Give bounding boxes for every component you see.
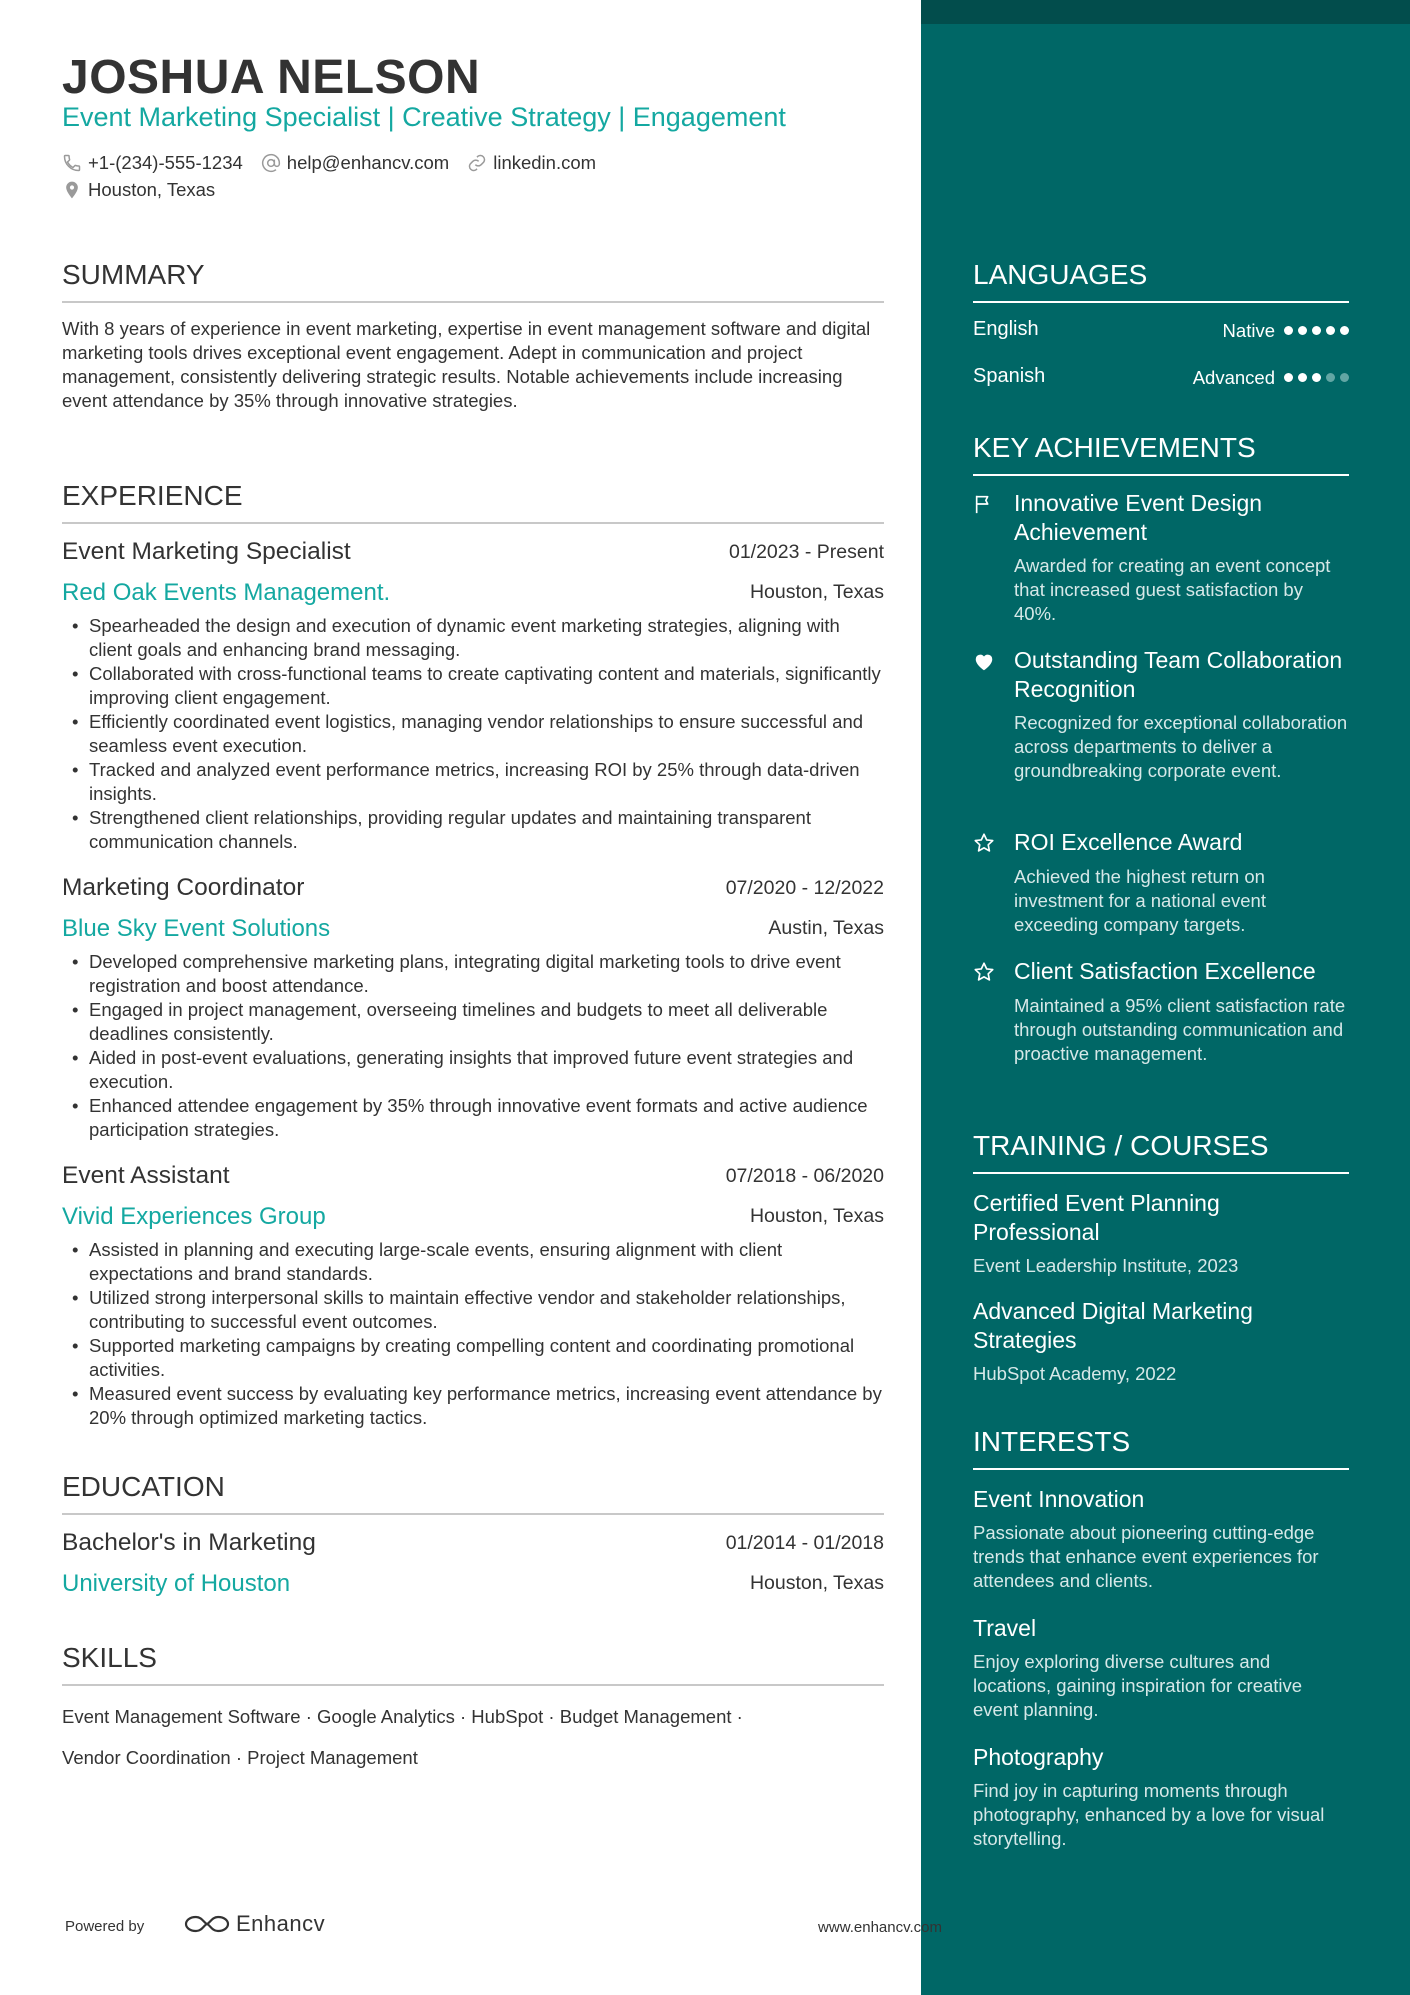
skill-item: Project Management <box>247 1747 418 1768</box>
bullet-item: • Supported marketing campaigns by creating compelling content and coordinating promotional activities. <box>62 1334 884 1382</box>
summary-section-title: SUMMARY <box>62 259 884 303</box>
course-provider: HubSpot Academy, 2022 <box>973 1363 1177 1384</box>
rating-dot <box>1340 326 1349 335</box>
interest-description: Enjoy exploring diverse cultures and locations, gaining inspiration for creative event planning. <box>973 1651 1303 1720</box>
job-dates: 07/2020 - 12/2022 <box>725 877 884 899</box>
contact-location <box>62 179 215 201</box>
interest-name: Photography <box>973 1744 1104 1770</box>
course-name: Certified Event Planning Professional <box>973 1190 1220 1245</box>
rating-dot <box>1326 373 1335 382</box>
bullet-item: • Efficiently coordinated event logistics, managing vendor relationships to ensure successful and seamless event execution. <box>62 710 884 758</box>
skills-section-title: SKILLS <box>62 1642 884 1686</box>
bullet-item: • Spearheaded the design and execution of dynamic event marketing strategies, aligning with client goals and enhancing brand messaging. <box>62 614 884 662</box>
location-pin-icon <box>62 180 82 200</box>
education-location: Houston, Texas <box>749 1572 884 1594</box>
rating-dot <box>1298 373 1307 382</box>
job-location: Austin, Texas <box>768 917 884 939</box>
contact-link[interactable] <box>467 152 596 174</box>
achievement-description: Achieved the highest return on investment for a national event exceeding company targets. <box>1014 866 1266 935</box>
contact-phone[interactable] <box>62 152 243 174</box>
link-text: linkedin.com <box>493 152 597 173</box>
candidate-name: JOSHUA NELSON <box>62 51 481 104</box>
course-provider: Event Leadership Institute, 2023 <box>973 1255 1239 1276</box>
skills-list: Event Management Software · Google Analytics · HubSpot · Budget Management · Vendor Coordination · Project Management <box>62 1706 743 1768</box>
enhancv-logo-icon <box>184 1913 230 1935</box>
link-icon <box>467 153 487 173</box>
email-text: help@enhancv.com <box>286 152 450 173</box>
education-section-title: EDUCATION <box>62 1471 884 1515</box>
heart-icon <box>973 651 995 673</box>
interests-section-title: INTERESTS <box>973 1426 1349 1470</box>
rating-dot <box>1284 326 1293 335</box>
achievement-description: Maintained a 95% client satisfaction rate through outstanding communication and proactive management. <box>1014 995 1346 1064</box>
language-name: English <box>973 318 1039 340</box>
interest-description: Passionate about pioneering cutting-edge trends that enhance event experiences for attendees and clients. <box>973 1522 1319 1591</box>
job-bullets <box>62 1238 884 1430</box>
job-location: Houston, Texas <box>749 581 884 603</box>
phone-icon <box>62 153 82 173</box>
language-name: Spanish <box>973 365 1046 387</box>
training-section-title: TRAINING / COURSES <box>973 1130 1349 1174</box>
star-icon <box>973 961 995 983</box>
achievement-title: Outstanding Team Collaboration Recognition <box>1014 647 1343 702</box>
skill-item: Event Management Software <box>62 1706 301 1727</box>
phone-text: +1-(234)-555-1234 <box>88 152 243 173</box>
education-school[interactable]: University of Houston <box>62 1570 291 1597</box>
course-name: Advanced Digital Marketing Strategies <box>973 1298 1253 1353</box>
job-dates: 01/2023 - Present <box>728 541 884 563</box>
job-title: Event Assistant <box>62 1162 230 1189</box>
achievements-section-title: KEY ACHIEVEMENTS <box>973 432 1349 476</box>
job-title: Marketing Coordinator <box>62 874 305 901</box>
language-level: Native <box>1222 320 1275 341</box>
contact-row <box>62 152 614 174</box>
education-dates: 01/2014 - 01/2018 <box>725 1532 884 1554</box>
achievement-title: ROI Excellence Award <box>1014 829 1243 855</box>
contact-row-location <box>62 179 233 201</box>
achievement-description: Awarded for creating an event concept that increased guest satisfaction by 40%. <box>1014 555 1331 624</box>
enhancv-logo[interactable] <box>184 1911 325 1937</box>
bullet-item: • Aided in post-event evaluations, generating insights that improved future event strategies and execution. <box>62 1046 884 1094</box>
bullet-item: • Strengthened client relationships, providing regular updates and maintaining transparent communication channels. <box>62 806 884 854</box>
interest-name: Event Innovation <box>973 1486 1145 1512</box>
website-link[interactable]: www.enhancv.com <box>818 1919 942 1936</box>
achievement-title: Innovative Event Design Achievement <box>1014 490 1263 545</box>
experience-section-title: EXPERIENCE <box>62 480 884 524</box>
job-bullets <box>62 614 884 854</box>
contact-email[interactable] <box>261 152 449 174</box>
skill-item: Google Analytics <box>317 1706 455 1727</box>
bullet-item: • Developed comprehensive marketing plans, integrating digital marketing tools to drive event registration and boost attendance. <box>62 950 884 998</box>
achievement-description: Recognized for exceptional collaboration across departments to deliver a groundbreaking corporate event. <box>1014 712 1348 781</box>
job-company[interactable]: Vivid Experiences Group <box>62 1203 326 1230</box>
interest-description: Find joy in capturing moments through photography, enhanced by a love for visual storytelling. <box>973 1780 1325 1849</box>
rating-dot <box>1298 326 1307 335</box>
rating-dot <box>1284 373 1293 382</box>
bullet-item: • Tracked and analyzed event performance metrics, increasing ROI by 25% through data-driven insights. <box>62 758 884 806</box>
job-company[interactable]: Red Oak Events Management. <box>62 579 391 606</box>
job-company[interactable]: Blue Sky Event Solutions <box>62 915 331 942</box>
powered-by-label: Powered by <box>65 1918 145 1935</box>
job-title: Event Marketing Specialist <box>62 538 351 565</box>
enhancv-brand-text: Enhancv <box>236 1911 326 1936</box>
rating-dot <box>1326 326 1335 335</box>
rating-dot <box>1340 373 1349 382</box>
achievement-title: Client Satisfaction Excellence <box>1014 958 1316 984</box>
job-bullets <box>62 950 884 1142</box>
summary-text: With 8 years of experience in event marketing, expertise in event management software and digital marketing tools drives exceptional event engagement. Adept in communication and project management, consistently delivering strategic results. Notable achievements include increasing event attendance by 35% through innovative strategies. <box>62 318 871 411</box>
bullet-item: • Assisted in planning and executing large-scale events, ensuring alignment with client expectations and brand standards. <box>62 1238 884 1286</box>
languages-section-title: LANGUAGES <box>973 259 1349 303</box>
rating-dot <box>1312 373 1321 382</box>
rating-dot <box>1312 326 1321 335</box>
footer <box>62 1911 942 1958</box>
sidebar-top-band <box>921 0 1410 24</box>
bullet-item: • Collaborated with cross-functional teams to create captivating content and materials, significantly improving client engagement. <box>62 662 884 710</box>
bullet-item: • Measured event success by evaluating key performance metrics, increasing event attendance by 20% through optimized marketing tactics. <box>62 1382 884 1430</box>
bullet-item: • Utilized strong interpersonal skills to maintain effective vendor and stakeholder relationships, contributing to successful event outcomes. <box>62 1286 884 1334</box>
bullet-item: • Engaged in project management, overseeing timelines and budgets to meet all deliverable deadlines consistently. <box>62 998 884 1046</box>
interest-name: Travel <box>973 1615 1037 1641</box>
skill-item: Budget Management <box>559 1706 732 1727</box>
skill-item: HubSpot <box>471 1706 544 1727</box>
flag-icon <box>973 493 995 515</box>
education-degree: Bachelor's in Marketing <box>62 1529 316 1556</box>
language-rating <box>1279 373 1349 382</box>
language-rating <box>1279 326 1349 335</box>
skill-item: Vendor Coordination <box>62 1747 231 1768</box>
at-icon <box>261 153 281 173</box>
job-location: Houston, Texas <box>749 1205 884 1227</box>
location-text: Houston, Texas <box>88 179 216 200</box>
bullet-item: • Enhanced attendee engagement by 35% through innovative event formats and active audience participation strategies. <box>62 1094 884 1142</box>
job-dates: 07/2018 - 06/2020 <box>725 1165 884 1187</box>
language-level: Advanced <box>1192 367 1275 388</box>
star-icon <box>973 832 995 854</box>
candidate-headline: Event Marketing Specialist | Creative Strategy | Engagement <box>62 102 786 132</box>
